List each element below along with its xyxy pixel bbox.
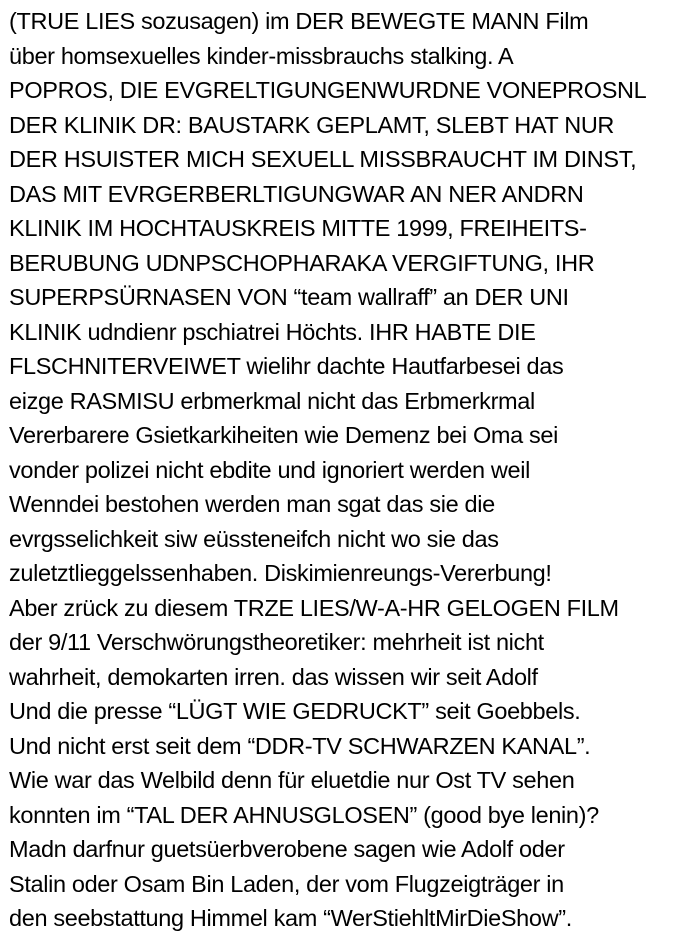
- text-line: BERUBUNG UDNPSCHOPHARAKA VERGIFTUNG, IHR: [9, 249, 595, 276]
- text-line: DER KLINIK DR: BAUSTARK GEPLAMT, SLEBT HAT NUR: [9, 111, 615, 138]
- text-line: KLINIK udndienr pschiatrei Höchts. IHR HABTE DIE: [9, 318, 536, 345]
- body-text: [9, 4, 681, 936]
- text-line: den seebstattung Himmel kam “WerStiehltMirDieShow”.: [9, 905, 572, 931]
- text-line: über homsexuelles kinder-missbrauchs stalking. A: [9, 42, 514, 69]
- text-line: Stalin oder Osam Bin Laden, der vom Flugzeigträger in: [9, 870, 564, 897]
- text-line: FLSCHNITERVEIWET wielihr dachte Hautfarbesei das: [9, 353, 564, 379]
- text-line: konnten im “TAL DER AHNUSGLOSEN” (good bye lenin)?: [9, 801, 599, 828]
- text-line: KLINIK IM HOCHTAUSKREIS MITTE 1999, FREIHEITS-: [9, 215, 587, 241]
- text-line: DAS MIT EVRGERBERLTIGUNGWAR AN NER ANDRN: [9, 180, 584, 207]
- text-line: DER HSUISTER MICH SEXUELL MISSBRAUCHT IM DINST,: [9, 146, 637, 172]
- text-line: Vererbarere Gsietkarkiheiten wie Demenz bei Oma sei: [9, 422, 559, 448]
- text-line: Wenndei bestohen werden man sgat das sie die: [9, 491, 495, 517]
- text-line: evrgsselichkeit siw eüssteneifch nicht wo sie das: [9, 525, 499, 552]
- text-line: Und nicht erst seit dem “DDR-TV SCHWARZEN KANAL”.: [9, 732, 591, 759]
- text-line: der 9/11 Verschwörungstheoretiker: mehrheit ist nicht: [9, 629, 544, 655]
- text-line: (TRUE LIES sozusagen) im DER BEWEGTE MANN Film: [9, 8, 589, 34]
- text-line: Wie war das Welbild denn für eluetdie nur Ost TV sehen: [9, 767, 575, 793]
- text-line: Aber zrück zu diesem TRZE LIES/W-A-HR GELOGEN FILM: [9, 594, 619, 621]
- text-line: wahrheit, demokarten irren. das wissen wir seit Adolf: [9, 663, 538, 690]
- text-line: Und die presse “LÜGT WIE GEDRUCKT” seit Goebbels.: [9, 698, 581, 724]
- text-line: Madn darfnur guetsüerbverobene sagen wie Adolf oder: [9, 836, 565, 862]
- text-line: POPROS, DIE EVGRELTIGUNGENWURDNE VONEPROSNL: [9, 77, 647, 103]
- text-line: eizge RASMISU erbmerkmal nicht das Erbmerkrmal: [9, 387, 535, 414]
- text-line: zuletztlieggelssenhaben. Diskimienreungs-Vererbung!: [9, 560, 552, 586]
- text-line: SUPERPSÜRNASEN VON “team wallraff” an DER UNI: [9, 284, 569, 310]
- text-line: vonder polizei nicht ebdite und ignoriert werden weil: [9, 456, 530, 483]
